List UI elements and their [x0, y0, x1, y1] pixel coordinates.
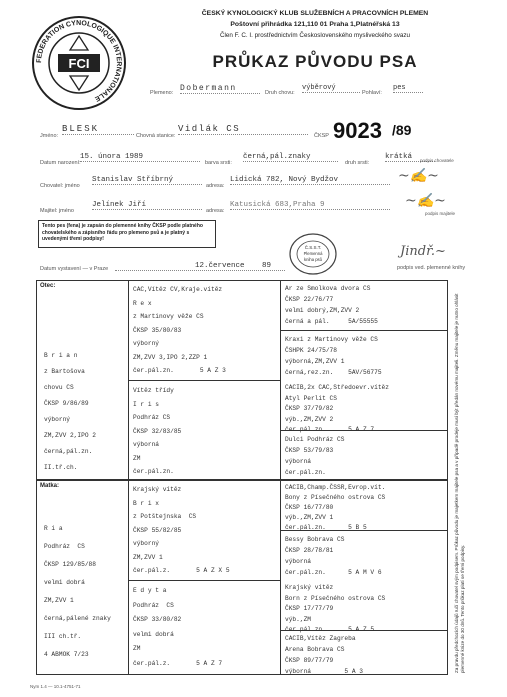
- pedigree-line: ČSHPK 24/75/78: [285, 347, 337, 354]
- pedigree-line: I r i s: [133, 400, 159, 408]
- pedigree-line: výborná: [285, 458, 311, 465]
- pedigree-line: R i a: [44, 525, 63, 532]
- pedigree-line: Dulci Podhráz CS: [285, 436, 345, 443]
- pedigree-line: výborná,ZM,ZVV 1: [285, 358, 345, 365]
- dsd-entry: [285, 534, 382, 578]
- pedigree-line: čer.pál.zn. 5 A Z 5: [285, 626, 375, 633]
- pedigree-line: Vítěz třídy: [133, 387, 174, 394]
- pedigree-line: čer.pál.z. 5 A Z X 5: [133, 567, 230, 574]
- issued-label: Datum vystavení — v Praze: [40, 266, 109, 272]
- pedigree-line: ČKSP 22/76/77: [285, 296, 334, 303]
- dam-dam-entry: [133, 584, 222, 671]
- breeder-address: Lidická 782, Nový Bydžov: [230, 176, 390, 185]
- pedigree-line: ČKSP 129/85/88: [44, 561, 96, 568]
- pedigree-line: čer.pál.zn.: [285, 469, 326, 476]
- pedigree-line: ČKSP 89/77/79: [285, 657, 334, 664]
- pedigree-line: výborná: [133, 441, 159, 448]
- sss-entry: [285, 283, 378, 327]
- dam-label: Matka:: [40, 483, 60, 489]
- pedigree-line: z Bartošova: [44, 368, 85, 375]
- pedigree-line: ČKSP 9/86/89: [44, 400, 89, 407]
- pedigree-line: velmi dobrá: [44, 579, 85, 586]
- kennel-label: Chovná stanice:: [136, 133, 176, 139]
- breeder-address-label: adresa:: [206, 183, 225, 189]
- pedigree-line: ZM,ZVV 1: [44, 597, 74, 604]
- pedigree-line: CACIB,Champ.ČSSR,Evrop.vít.: [285, 484, 386, 491]
- pedigree-line: Arena Bobrava CS: [285, 646, 345, 653]
- pedigree-divider-main: [36, 479, 448, 481]
- pedigree-line: ČKSP 53/79/83: [285, 447, 334, 454]
- sire-entry: [44, 348, 96, 476]
- cksp-number: 9023: [333, 118, 382, 143]
- born-value: 15. února 1989: [80, 153, 200, 162]
- logo-center-text: FCI: [68, 56, 90, 71]
- pedigree-dam-split: [128, 580, 280, 581]
- pedigree-line: ZM: [133, 645, 141, 652]
- pedigree-line: Ar ze Smolkova dvora CS: [285, 285, 371, 292]
- pedigree-line: z Potštejnska CS: [133, 513, 197, 520]
- color-value: černá,pál.znaky: [243, 153, 338, 162]
- pedigree-line: černá,pálené znaky: [44, 615, 111, 622]
- registrar-signature: Jindř.~: [400, 244, 446, 259]
- pedigree-line: Podhráz CS: [133, 601, 174, 609]
- pedigree-col1-divider: [128, 280, 129, 675]
- pedigree-line: CACIB,2x CAC,Středoevr.vítěz: [285, 384, 389, 391]
- sex-label: Pohlaví:: [362, 90, 382, 96]
- pedigree-line: výb.,ZM,ZVV 1: [285, 514, 334, 521]
- pedigree-line: B r i x: [133, 499, 159, 507]
- owner-signature-label: podpis majitele: [425, 211, 456, 216]
- pedigree-line: velmi dobrá: [133, 630, 174, 638]
- issued-year: 89: [262, 262, 272, 270]
- side-text: Za pravdu předchozích údajů ručí chovatel svým podpisem. Průkaz původu je majetkem majitele psa a v případě prodeje musí být předán novému majiteli. Změnu majitele je nutno ohlásit plemenné knize do 30 dnů. Tento průkaz platí se třemi podpisy.: [454, 293, 465, 673]
- dog-name: BLESK: [62, 124, 134, 135]
- dam-entry: [44, 520, 111, 664]
- pedigree-line: výborný: [133, 340, 159, 347]
- ssd-entry: [285, 334, 382, 378]
- pedigree-line: ČKSP 55/82/85: [133, 526, 182, 534]
- pedigree-line: ČKSP 17/77/79: [285, 605, 334, 612]
- side-text-column: [452, 280, 500, 675]
- pedigree-line: B r i a n: [44, 352, 78, 359]
- pedigree-line: Atyl Perlit CS: [285, 394, 337, 402]
- color-label: barva srsti:: [205, 160, 232, 166]
- breed-value: Dobermann: [180, 84, 260, 94]
- breeder-signature-label: podpis chovatele: [420, 158, 454, 163]
- pedigree-line: výborná 5 A 3: [285, 668, 363, 675]
- pedigree-line: Krajský vítěz: [133, 486, 182, 493]
- pedigree-line: výborný: [44, 416, 70, 423]
- club-membership: Člen F. C. I. prostřednictvím Československého mysliveckého svazu: [219, 32, 411, 39]
- cksp-label: ČKSP: [314, 133, 329, 139]
- pedigree-line: čer.pál.zn. 5 A M V 6: [285, 569, 382, 576]
- pedigree-line: Born z Písečného ostrova CS: [285, 594, 386, 602]
- sire-dam-entry: [133, 384, 181, 479]
- sire-label: Otec:: [40, 283, 56, 289]
- registrar-signature-label: podpis ved. plemenné knihy: [397, 265, 466, 271]
- issued-date: 12.července: [195, 262, 245, 270]
- dss-entry: [285, 483, 385, 533]
- pedigree-line: ZM,ZVV 3,IPO 2,ZZP 1: [133, 353, 208, 361]
- breed-label: Plemeno:: [150, 90, 174, 96]
- pedigree-line: III ch.tř.: [44, 633, 82, 640]
- coat-label: druh srsti:: [345, 160, 370, 166]
- stamp-line2: Plemenná: [303, 251, 323, 256]
- pedigree-line: výb.,ZM,ZVV 2: [285, 415, 334, 423]
- pedigree-line: výb.,ZM: [285, 615, 311, 623]
- stamp-line3: kniha psů: [304, 257, 322, 262]
- pedigree-row-a: [280, 330, 448, 331]
- pedigree-line: čer.pál.zn.: [133, 468, 174, 475]
- owner-address-label: adresa:: [206, 208, 225, 214]
- dds-entry: [285, 583, 385, 636]
- print-footer: Nym 1.4 — 10.1-4751-71: [30, 684, 81, 689]
- name-label: Jméno:: [40, 133, 59, 139]
- pedigree-line: černá,pál.zn.: [44, 448, 93, 455]
- pedigree-col2-divider: [280, 280, 281, 675]
- pedigree-line: ČKSP 37/79/82: [285, 405, 334, 412]
- pedigree-line: R e x: [133, 299, 152, 307]
- owner-signature: ~✍~: [405, 193, 446, 209]
- sex-value: pes: [393, 84, 423, 93]
- owner-name: Jelínek Jiří: [92, 201, 202, 210]
- pedigree-line: Podhráz CS: [44, 543, 85, 550]
- pedigree-line: Krajský vítěz: [285, 584, 334, 591]
- pedigree-line: ČKSP 33/80/82: [133, 616, 182, 623]
- club-name: ČESKÝ KYNOLOGICKÝ KLUB SLUŽEBNÍCH A PRACOVNÍCH PLEMEN: [201, 10, 429, 17]
- pedigree-line: výborný: [133, 540, 159, 547]
- pedigree-line: Kraxi z Martinovy věže CS: [285, 336, 378, 343]
- stamp-line1: Č.S.S.T.: [304, 245, 322, 250]
- breeder-name: Stanislav Stříbrný: [92, 176, 202, 185]
- pedigree-line: E d y t a: [133, 587, 167, 594]
- pedigree-line: CACIB,Vítěz Zagreba: [285, 635, 356, 642]
- pedigree-line: 4 ABMOK 7/23: [44, 651, 89, 658]
- breeder-signature: ~✍~: [398, 168, 439, 184]
- pedigree-line: ČKSP 35/80/83: [133, 326, 182, 334]
- notice-box: Tento pes (fena) je zapsán do plemenné knihy ČKSP podle platného chovatelského a zápisního řádu pro plemeno psů a je platný s uvedenými třemi podpisy!: [38, 220, 216, 248]
- club-address: Poštovní přihrádka 121,110 01 Praha 1,Platnéřská 13: [230, 21, 400, 28]
- pedigree-line: čer.pál.z. 5 A Z 7: [133, 659, 223, 667]
- pedigree-line: Podhráz CS: [133, 414, 171, 421]
- pedigree-line: CAC,Vítěz CV,Kraje.vítěz: [133, 286, 223, 293]
- sire-sire-entry: [133, 283, 226, 378]
- pedigree-line: ZM,ZVV 2,IPO 2: [44, 432, 96, 439]
- pedigree-line: čer.pál.zn. 5 B 5: [285, 524, 367, 531]
- issued-dotline: [115, 270, 285, 271]
- pedigree-line: ZM,ZVV 1: [133, 553, 163, 561]
- pedigree-line: velmi dobrý,ZM,ZVV 2: [285, 307, 360, 314]
- pedigree-sire-split: [128, 380, 280, 381]
- fci-logo: [30, 14, 128, 112]
- coat-value: krátká: [385, 153, 435, 162]
- stamp: [288, 232, 338, 276]
- pedigree-line: výborná: [285, 558, 311, 565]
- pedigree-line: ČKSP 16/77/80: [285, 504, 334, 511]
- pedigree-line: čer.pál.zn. 5 A Z 7: [285, 426, 375, 433]
- pedigree-line: ČKSP 32/83/85: [133, 427, 182, 435]
- owner-label: Majitel: jméno: [40, 208, 74, 214]
- pedigree-line: černá,rez.zn. 5AV/56775: [285, 369, 382, 376]
- pedigree-line: z Martinovy věže CS: [133, 313, 204, 320]
- pedigree-line: ZM: [133, 454, 141, 462]
- kennel-value: Vidlák CS: [178, 124, 308, 135]
- owner-address: Katusická 683,Praha 9: [230, 201, 390, 210]
- ddd-entry: [285, 633, 363, 677]
- dam-sire-entry: [133, 483, 230, 578]
- cksp-suffix: /89: [392, 122, 412, 138]
- pedigree-line: chovu CS: [44, 384, 74, 391]
- pedigree-line: Bony z Písečného ostrova CS: [285, 494, 386, 501]
- pedigree-line: ČKSP 28/78/81: [285, 547, 334, 554]
- sdd-entry: [285, 434, 344, 478]
- born-label: Datum narození:: [40, 160, 81, 166]
- pedigree-line: čer.pál.zn. 5 A Z 3: [133, 367, 226, 374]
- breeder-label: Chovatel: jméno: [40, 183, 80, 189]
- page-title: PRŮKAZ PŮVODU PSA: [212, 52, 418, 71]
- pedigree-line: Bessy Bobrava CS: [285, 536, 345, 543]
- kind-value: výběrový: [302, 84, 360, 93]
- logo-ring-text: FEDERATION CYNOLOGIQUE INTERNATIONALE: [35, 19, 123, 103]
- pedigree-line: II.tř.ch.: [44, 464, 78, 471]
- pedigree-line: černá a pál. 5A/55555: [285, 318, 378, 325]
- sds-entry: [285, 383, 389, 436]
- kind-label: Druh chovu:: [265, 90, 295, 96]
